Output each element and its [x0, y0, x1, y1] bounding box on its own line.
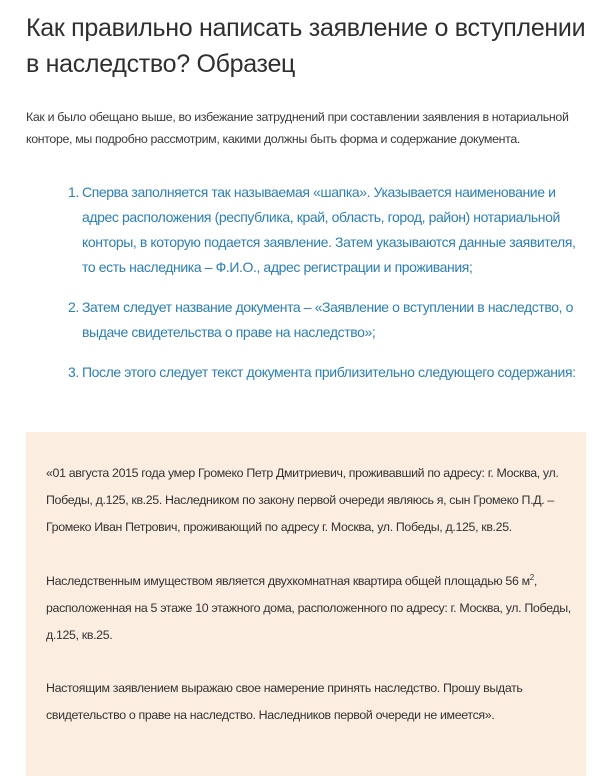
sample-paragraph-3: Настоящим заявлением выражаю свое намерение принять наследство. Прошу выдать свидетельство о праве на наследство. Наследников первой очереди не имеется». [46, 681, 523, 722]
list-item [68, 180, 588, 280]
sample-paragraph-1: «01 августа 2015 года умер Громеко Петр Дмитриевич, проживавший по адресу: г. Москва, ул. Победы, д.125, кв.25. Наследником по закону первой очереди являюсь я, сын Громеко П.Д. – Громеко Иван Петрович, проживающий по адресу г. Москва, ул. Победы, д.125, кв.25. [46, 466, 559, 534]
list-item [68, 360, 588, 385]
step-text: После этого следует текст документа приблизительно следующего содержания: [82, 364, 576, 380]
list-item [68, 295, 588, 345]
intro-paragraph: Как и было обещано выше, во избежание затруднений при составлении заявления в нотариальной конторе, мы подробно рассмотрим, какими должны быть форма и содержание документа. [26, 110, 569, 146]
step-number: 3. [68, 364, 79, 380]
sample-paragraph-2-end: , расположенная на 5 этаже 10 этажного дома, расположенного по адресу: г. Москва, ул. Победы, д.125, кв.25. [46, 574, 571, 642]
sample-paragraph-2-start: Наследственным имуществом является двухкомнатная квартира общей площадью 56 м [46, 574, 530, 588]
sample-application-box [26, 432, 586, 776]
step-number: 1. [68, 184, 79, 200]
article-title: Как правильно написать заявление о вступлении в наследство? Образец [26, 14, 586, 78]
sample-paragraph-2 [46, 568, 574, 649]
steps-list [68, 180, 588, 385]
step-number: 2. [68, 299, 79, 315]
step-text: Затем следует название документа – «Заявление о вступлении в наследство, о выдаче свидетельства о праве на наследство»; [82, 299, 574, 340]
square-superscript: 2 [529, 572, 534, 582]
step-text: Сперва заполняется так называемая «шапка». Указывается наименование и адрес расположения (республика, край, область, город, район) нотариальной конторы, в которую подается заявление. Затем указываются данные заявителя, то есть наследника – Ф.И.О., адрес регистрации и проживания; [82, 184, 576, 275]
